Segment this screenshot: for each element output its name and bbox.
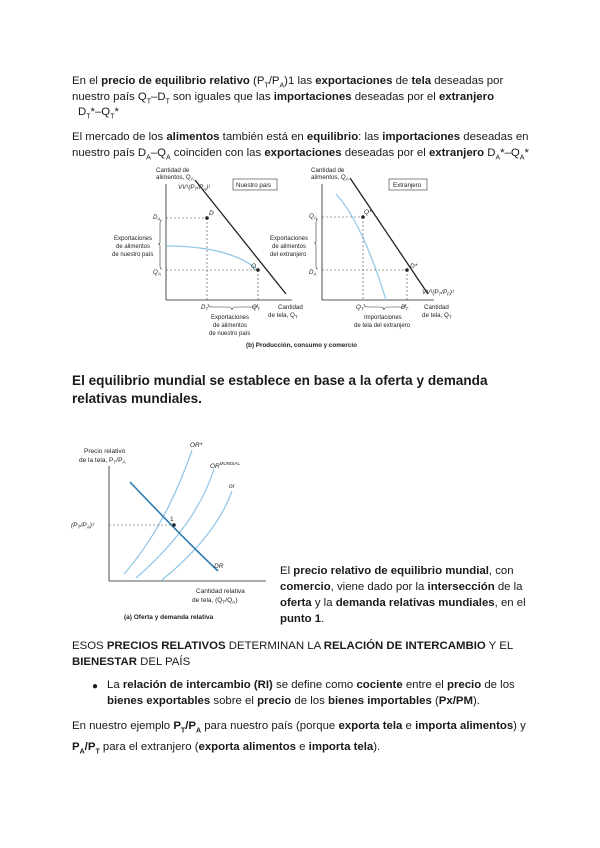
right-DA-label: $D_A$ <box>309 269 317 277</box>
text: * <box>114 106 119 118</box>
sub: T <box>110 113 115 121</box>
para3-line2 <box>280 579 526 595</box>
para3-line4 <box>280 611 526 627</box>
bold-text: exportaciones <box>264 147 342 159</box>
bold-text: bienes importables <box>327 695 432 707</box>
left-bottom-2: de alimentos <box>213 323 248 329</box>
right-point-D <box>405 268 409 272</box>
text: ( <box>431 695 439 707</box>
left-curve-label: $VV^1(P_T/P_A)^1$ <box>178 184 211 192</box>
right-side-1: Exportaciones <box>270 236 309 242</box>
fig2-x-label-2: de tela, $(Q_T/Q_A)$ <box>192 597 238 606</box>
bold-text: relación de intercambio (RI) <box>122 679 273 691</box>
left-exp-1: Exportaciones <box>114 236 153 242</box>
bold-text: exporta tela <box>338 720 403 732</box>
text: : las <box>358 131 383 143</box>
left-DT-label: $D_T$ <box>201 304 209 312</box>
curve-ors-label: OR* <box>190 442 203 449</box>
left-brace <box>158 220 162 269</box>
fig2-point-1 <box>172 523 176 527</box>
sub: A <box>279 82 285 90</box>
left-point-Q <box>256 268 260 272</box>
left-QA-label: $Q_A$ <box>153 269 161 277</box>
bold-text: importa alimentos <box>415 720 514 732</box>
left-bottom-1: Exportaciones <box>211 315 250 321</box>
text: de la <box>494 581 523 593</box>
sub: T <box>264 82 269 90</box>
right-QA-label: $Q_A$ <box>309 213 317 221</box>
text: entre el <box>402 679 447 691</box>
bold-text: precio relativo de equilibrio mundial <box>293 565 489 577</box>
right-curve-label: $VV^1(P_T/P_F)^1$ <box>422 289 454 297</box>
right-bottom-1: Importaciones <box>364 315 402 321</box>
bold-text: precio <box>257 695 292 707</box>
left-DA-label: $D_A$ <box>153 214 161 222</box>
bold-text: BIENESTAR <box>72 656 137 668</box>
fig2-point-1-label: 1 <box>170 516 174 523</box>
fig2-price-label: $(P_T/P_A)^1$ <box>71 522 95 531</box>
sub: A <box>519 154 525 162</box>
text: de los <box>291 695 328 707</box>
bullet-line1 <box>107 677 515 693</box>
curve-orm-label: $OR^{MUNDIAL}$ <box>210 461 241 470</box>
text: nuestro país D <box>72 147 147 159</box>
text: de los <box>481 679 515 691</box>
para-equilibrio-tela-line3 <box>78 104 119 125</box>
bold-text: P <box>72 741 80 754</box>
text: La <box>107 679 123 691</box>
bullet-dot: ● <box>92 681 99 692</box>
bold-text: extranjero <box>438 91 495 103</box>
right-side-3: del extranjero <box>270 252 307 258</box>
text: e <box>402 720 416 732</box>
curve-dr-label: DR <box>214 563 224 570</box>
text: *–Q <box>500 147 520 159</box>
bold-text: punto 1 <box>280 613 322 625</box>
text: deseadas por el <box>351 91 439 103</box>
text: coinciden con las <box>170 147 265 159</box>
text: –D <box>151 91 166 103</box>
right-ppf-curve <box>336 194 386 300</box>
bold-text: tela <box>411 75 432 87</box>
left-point-D-label: D <box>209 210 214 217</box>
bold-text: extranjero <box>428 147 485 159</box>
heading-equilibrio-mundial <box>72 372 488 408</box>
text: deseadas por el <box>341 147 429 159</box>
text: para nuestro país (porque <box>201 720 339 732</box>
text: también está en <box>219 131 307 143</box>
fig2-y-label-2: de la tela, $P_T/P_A$ <box>79 457 126 466</box>
sub: T <box>146 98 151 106</box>
bold-text: oferta <box>280 597 312 609</box>
text: son iguales que las <box>169 91 274 103</box>
bold-text: comercio <box>280 581 331 593</box>
right-box-label: Extranjero <box>393 182 422 189</box>
para4-line2 <box>72 654 513 670</box>
left-exp-3: de nuestro país <box>112 252 154 258</box>
right-y-label-2: alimentos, $Q_A$ <box>311 174 349 182</box>
text: deseadas en <box>460 131 529 143</box>
bold-text: importa tela <box>308 741 374 754</box>
para-precio-mundial <box>280 563 526 627</box>
right-bottom-2: de tela del extranjero <box>354 323 411 329</box>
text: D <box>78 106 87 118</box>
bullet-relacion-intercambio <box>107 677 515 709</box>
bold-text: precio <box>446 679 482 691</box>
bold-text: /P <box>84 741 96 754</box>
sub: A <box>79 748 85 756</box>
sub: T <box>180 727 186 735</box>
sub: T <box>86 113 91 121</box>
text: ). <box>472 695 480 707</box>
para-ejemplo <box>72 718 526 761</box>
para3-line1 <box>280 563 526 579</box>
text: ). <box>373 741 381 754</box>
bold-text: alimentos <box>166 131 220 143</box>
fig2-y-label-1: Precio relativo <box>84 448 126 455</box>
bold-text: exporta alimentos <box>198 741 296 754</box>
bold-text: RELACIÓN DE INTERCAMBIO <box>323 640 486 652</box>
text: En nuestro ejemplo <box>72 720 174 732</box>
text: ) y <box>513 720 526 732</box>
text: de <box>392 75 412 87</box>
left-exp-2: de alimentos <box>116 244 151 250</box>
bold-text: exportaciones <box>315 75 393 87</box>
text: e <box>295 741 309 754</box>
right-x-label-1: Cantidad <box>424 304 449 311</box>
left-point-Q-label: Q <box>251 263 257 270</box>
text: En el <box>72 75 102 87</box>
text: para el extranjero ( <box>99 741 199 754</box>
bold-text: importaciones <box>273 91 352 103</box>
left-ppf-curve <box>166 246 258 270</box>
bold-text: P <box>173 720 181 732</box>
left-y-label: Cantidad de <box>156 167 190 174</box>
figure-oferta-demanda-relativa <box>66 436 286 626</box>
bold-text: equilibrio <box>306 131 359 143</box>
sub: T <box>165 98 170 106</box>
text: * <box>524 147 529 159</box>
sub: A <box>195 727 202 735</box>
para3-line3 <box>280 595 526 611</box>
para-equilibrio-tela-line2 <box>72 89 494 110</box>
bold-text: demanda relativas mundiales <box>335 597 495 609</box>
para-alimentos-line1 <box>72 129 529 145</box>
text: , en el <box>494 597 526 609</box>
text: se define como <box>272 679 357 691</box>
text: Y EL <box>485 640 514 652</box>
sub: A <box>495 154 501 162</box>
text: (P <box>249 75 265 87</box>
bold-text: PRECIOS RELATIVOS <box>106 640 226 652</box>
heading-line2: relativas mundiales. <box>72 391 202 406</box>
bold-text: bienes exportables <box>107 695 211 707</box>
para5-line2 <box>72 739 526 760</box>
curve-orm <box>136 469 214 578</box>
right-side-2: de alimentos <box>272 244 307 250</box>
para4-line1 <box>72 638 513 654</box>
left-x-label-1: Cantidad <box>278 304 303 311</box>
bold-text: importaciones <box>382 131 461 143</box>
right-point-D-label: D* <box>410 263 418 270</box>
text: , con <box>488 565 514 577</box>
fig2-x-label-1: Cantidad relativa <box>196 588 245 595</box>
text: D <box>484 147 496 159</box>
fig1-caption: (b) Producción, consumo y comercio <box>246 342 357 349</box>
text: El mercado de los <box>72 131 167 143</box>
curve-or-label: or <box>229 483 235 490</box>
text: )1 las <box>284 75 316 87</box>
text: *–Q <box>90 106 111 118</box>
text: y la <box>311 597 336 609</box>
heading-line1: El equilibrio mundial se establece en base a la oferta y demanda <box>72 373 488 388</box>
right-y-label: Cantidad de <box>311 167 345 174</box>
left-bottom-brace <box>208 304 258 310</box>
left-bottom-3: de nuestro país <box>209 331 251 337</box>
right-bottom-brace <box>364 304 406 310</box>
text: /P <box>268 75 280 87</box>
bullet-line2 <box>107 693 515 709</box>
left-x-label-2: de tela, $Q_T$ <box>268 312 298 320</box>
right-x-label-2: de tela, $Q_T$ <box>422 312 452 320</box>
text: deseadas por <box>431 75 504 87</box>
left-box-label: Nuestro país <box>236 182 272 189</box>
figure-produccion-consumo-comercio <box>0 162 600 362</box>
sub: A <box>146 154 151 162</box>
text: ESOS <box>72 640 107 652</box>
sub: T <box>95 748 100 756</box>
text: nuestro país Q <box>72 91 147 103</box>
text: , viene dado por la <box>330 581 428 593</box>
bold-text: precio de equilibrio relativo <box>101 75 250 87</box>
right-point-Q-label: Q* <box>364 209 372 216</box>
bold-text: cociente <box>356 679 403 691</box>
bold-text: intersección <box>427 581 495 593</box>
right-QT-label: $Q_T$ <box>356 304 364 312</box>
right-brace <box>314 219 318 269</box>
left-y-label-2: alimentos, $Q_A$ <box>156 174 194 182</box>
sub: A <box>165 154 171 162</box>
text: El <box>280 565 294 577</box>
bold-text: /P <box>185 720 196 732</box>
text: –Q <box>150 147 166 159</box>
right-DT-label: $D_T$ <box>401 304 409 312</box>
para-precios-relativos <box>72 638 513 670</box>
text: sobre el <box>210 695 258 707</box>
text: DEL PAÍS <box>136 656 191 668</box>
text: . <box>321 613 325 625</box>
bold-text: Px/PM <box>438 695 473 707</box>
para5-line1 <box>72 718 526 739</box>
text: DETERMINAN LA <box>225 640 324 652</box>
left-QT-label: $Q_T$ <box>252 304 260 312</box>
fig2-caption: (a) Oferta y demanda relativa <box>124 614 214 621</box>
